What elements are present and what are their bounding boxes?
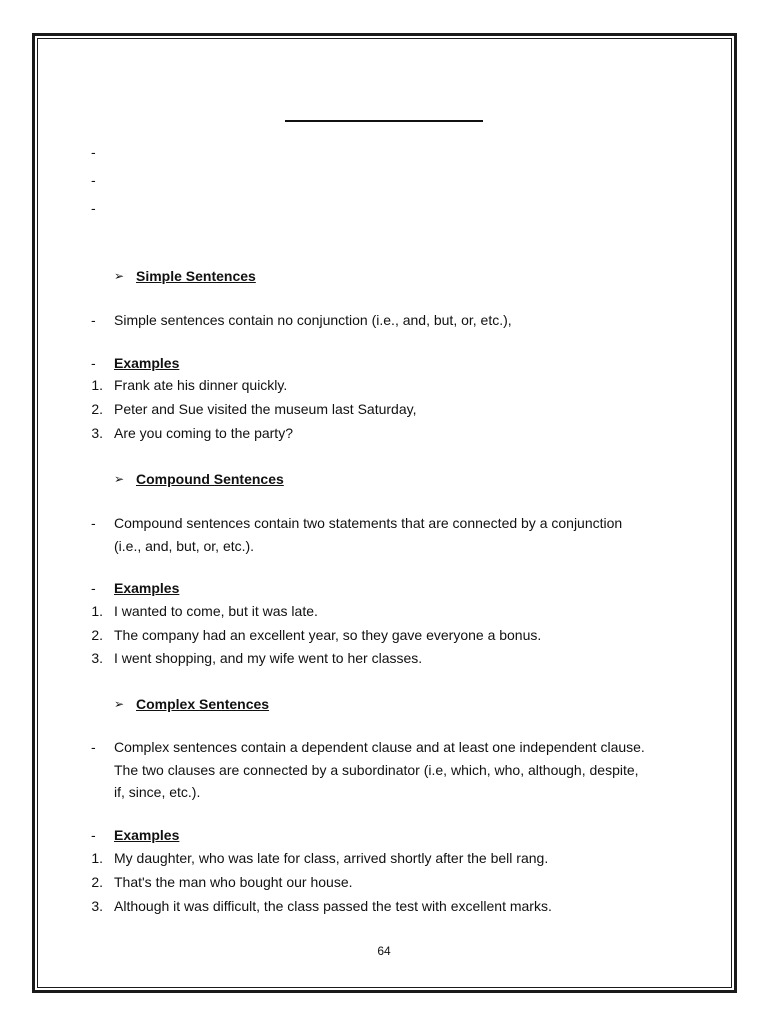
dash-bullet: - — [91, 515, 96, 531]
list-number: 2. — [91, 874, 103, 890]
section-heading-complex: Complex Sentences — [136, 696, 270, 712]
dash-bullet: - — [91, 739, 96, 755]
section-description-line: Complex sentences contain a dependent clause and at least one independent clause. — [114, 739, 645, 755]
arrow-bullet-icon: ➢ — [114, 472, 125, 486]
example-item: That's the man who bought our house. — [114, 874, 353, 890]
empty-bullet: - — [91, 172, 96, 188]
dash-bullet: - — [91, 827, 96, 843]
example-item: The company had an excellent year, so they gave everyone a bonus. — [114, 627, 542, 643]
section-description-line: The two clauses are connected by a subordinator (i.e, which, who, although, despite, — [114, 762, 639, 778]
example-item: My daughter, who was late for class, arrived shortly after the bell rang. — [114, 850, 549, 866]
section-heading-simple: Simple Sentences — [136, 268, 256, 284]
examples-label: Examples — [114, 580, 180, 596]
example-item: Are you coming to the party? — [114, 425, 293, 441]
example-item: I wanted to come, but it was late. — [114, 603, 318, 619]
arrow-bullet-icon: ➢ — [114, 269, 125, 283]
empty-bullet: - — [91, 200, 96, 216]
section-description-line: if, since, etc.). — [114, 784, 201, 800]
section-description-line: (i.e., and, but, or, etc.). — [114, 538, 255, 554]
dash-bullet: - — [91, 355, 96, 371]
dash-bullet: - — [91, 312, 96, 328]
list-number: 1. — [91, 377, 103, 393]
section-description-line: Simple sentences contain no conjunction (i.e., and, but, or, etc.), — [114, 312, 512, 328]
example-item: Although it was difficult, the class passed the test with excellent marks. — [114, 898, 552, 914]
list-number: 2. — [91, 401, 103, 417]
section-description-line: Compound sentences contain two statements that are connected by a conjunction — [114, 515, 623, 531]
section-heading-compound: Compound Sentences — [136, 471, 284, 487]
list-number: 3. — [91, 898, 103, 914]
examples-label: Examples — [114, 355, 180, 371]
arrow-bullet-icon: ➢ — [114, 697, 125, 711]
list-number: 2. — [91, 627, 103, 643]
dash-bullet: - — [91, 580, 96, 596]
page-border-inner — [37, 38, 732, 988]
list-number: 1. — [91, 603, 103, 619]
empty-bullet: - — [91, 144, 96, 160]
list-number: 3. — [91, 650, 103, 666]
examples-label: Examples — [114, 827, 180, 843]
page-number: 64 — [377, 944, 391, 958]
example-item: I went shopping, and my wife went to her classes. — [114, 650, 423, 666]
example-item: Frank ate his dinner quickly. — [114, 377, 288, 393]
title-underline — [285, 120, 483, 122]
example-item: Peter and Sue visited the museum last Saturday, — [114, 401, 417, 417]
list-number: 3. — [91, 425, 103, 441]
list-number: 1. — [91, 850, 103, 866]
